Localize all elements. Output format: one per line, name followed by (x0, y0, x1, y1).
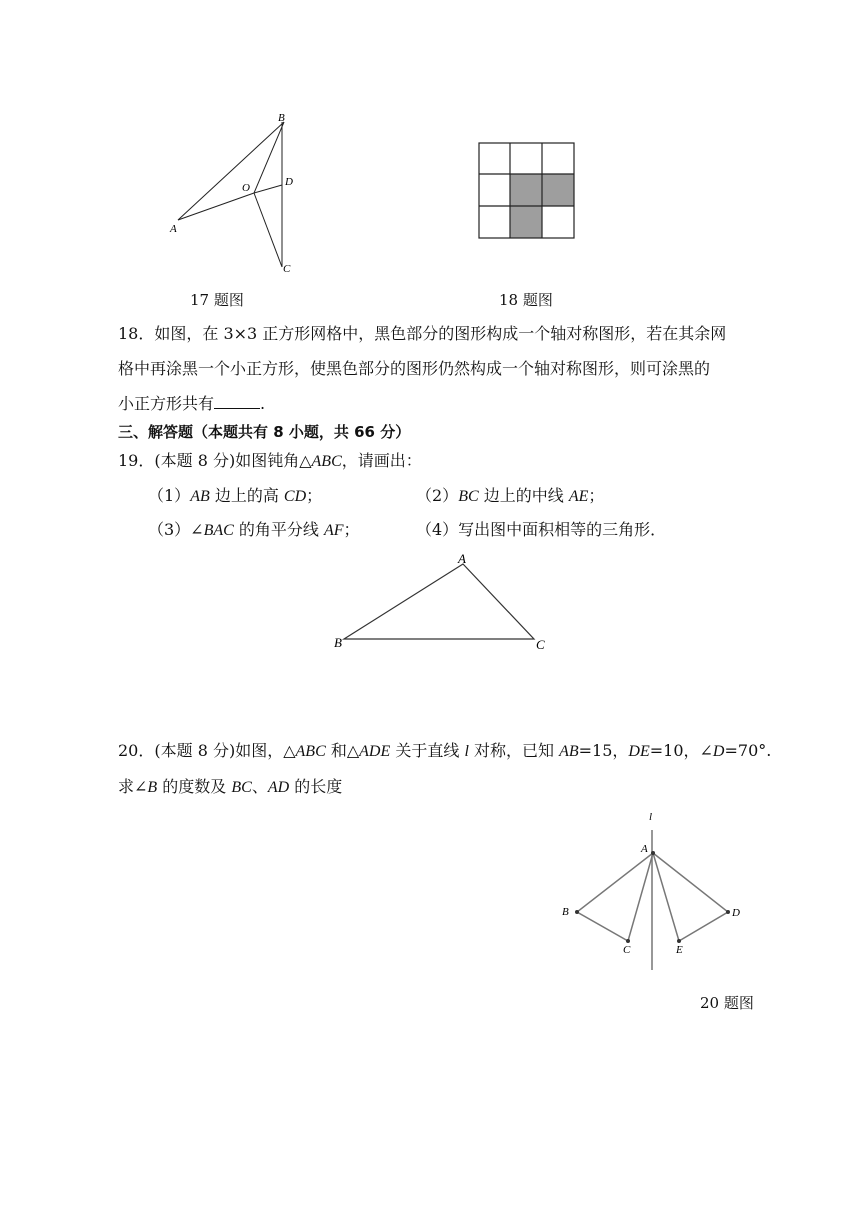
question-18-line-1: 18．如图，在 3×3 正方形网格中，黑色部分的图形构成一个轴对称图形，若在其余网 (118, 324, 727, 343)
q19-p3-mid: 的角平分线 (233, 520, 324, 539)
figure-17 (160, 105, 320, 285)
q20-l2-v1: B (147, 779, 158, 796)
figure-18 (478, 142, 576, 240)
label-l: l (649, 811, 653, 823)
label-a: A (170, 223, 177, 235)
q20-l1-v1: ABC (295, 743, 326, 760)
q19-stem-var: ABC (311, 453, 342, 470)
q19-p1-var1: AB (190, 488, 210, 505)
question-20-line-2 (118, 777, 342, 798)
question-19-part-4: （4）写出图中面积相等的三角形． (416, 520, 667, 539)
q20-l1-v2: ADE (359, 743, 391, 760)
q19-p3-pre: （3）∠ (148, 520, 204, 539)
grid-cell-shaded-1-2 (542, 174, 574, 206)
q20-l1-v5: DE (628, 743, 650, 760)
q20-l1-e: =15， (578, 741, 629, 760)
segment-ob (254, 122, 284, 193)
q20-l2-c: 、 (251, 777, 268, 796)
q20-l2-v2: BC (231, 779, 252, 796)
label-o: O (242, 182, 250, 194)
question-19-part-1 (148, 486, 322, 507)
q20-l1-v6: D (712, 743, 725, 760)
figure-18-caption: 18 题图 (499, 291, 553, 309)
q20-l2-v3: AD (267, 779, 290, 796)
grid-cell-shaded-2-1 (510, 206, 542, 238)
label-b: B (334, 635, 342, 650)
q20-l2-b: 的度数及 (157, 777, 232, 796)
question-18-period: . (260, 394, 266, 413)
section-3-title: 三、解答题（本题共有 8 小题，共 66 分） (118, 423, 411, 441)
grid-cell-shaded-1-1 (510, 174, 542, 206)
q19-p1-pre: （1） (148, 486, 191, 505)
figure-20-caption: 20 题图 (700, 994, 754, 1012)
figure-17-caption: 17 题图 (190, 291, 244, 309)
q19-p1-mid: 边上的高 (209, 486, 284, 505)
q20-l2-a: 求∠ (118, 777, 148, 796)
q20-l1-d: 对称，已知 (468, 741, 560, 760)
q19-p1-var2: CD (283, 488, 307, 505)
label-c: C (623, 944, 631, 956)
label-b: B (562, 906, 569, 918)
q20-l2-d: 的长度 (289, 777, 343, 796)
q19-p2-pre: （2） (416, 486, 459, 505)
segment-oc (254, 193, 282, 267)
label-d: D (285, 176, 293, 188)
label-e: E (676, 944, 683, 956)
question-19-part-3 (148, 520, 360, 541)
question-18-line-3 (118, 394, 265, 414)
q20-l1-v4: AB (559, 743, 579, 760)
q19-p2-var2: AE (568, 488, 589, 505)
question-20-line-1 (118, 741, 771, 762)
q20-l1-v3: l (464, 743, 469, 760)
segment-ao (178, 193, 254, 220)
label-c: C (536, 637, 545, 652)
question-18-line-2: 格中再涂黑一个小正方形，使黑色部分的图形仍然构成一个轴对称图形，则可涂黑的 (118, 359, 711, 378)
segment-od (254, 185, 282, 193)
q20-l1-b: 和△ (325, 741, 360, 760)
q19-stem-pre: 19．(本题 8 分)如图钝角△ (118, 451, 312, 470)
q19-p3-post: ； (343, 520, 360, 539)
question-18-line-3-text: 小正方形共有 (118, 394, 215, 413)
q19-p2-var1: BC (458, 488, 479, 505)
q20-l1-g: =70°. (724, 741, 772, 760)
label-a: A (641, 843, 648, 855)
label-a: A (458, 551, 466, 566)
question-19-part-2 (416, 486, 604, 507)
q19-p2-post: ； (588, 486, 605, 505)
label-c: C (283, 263, 291, 275)
q20-l1-c: 关于直线 (390, 741, 465, 760)
figure-20 (555, 808, 755, 978)
q19-p3-var2: AF (324, 522, 344, 539)
label-b: B (278, 112, 285, 124)
figure-19-triangle (330, 550, 550, 655)
segment-ab (178, 122, 284, 220)
question-19-stem (118, 451, 422, 472)
q20-l1-a: 20．(本题 8 分)如图，△ (118, 741, 296, 760)
q19-p2-mid: 边上的中线 (478, 486, 569, 505)
q19-p1-post: ； (306, 486, 323, 505)
label-d: D (732, 907, 740, 919)
q19-stem-post: ，请画出： (341, 451, 422, 470)
answer-blank (214, 394, 260, 409)
q20-l1-f: =10，∠ (649, 741, 713, 760)
q19-p3-var1: BAC (203, 522, 234, 539)
